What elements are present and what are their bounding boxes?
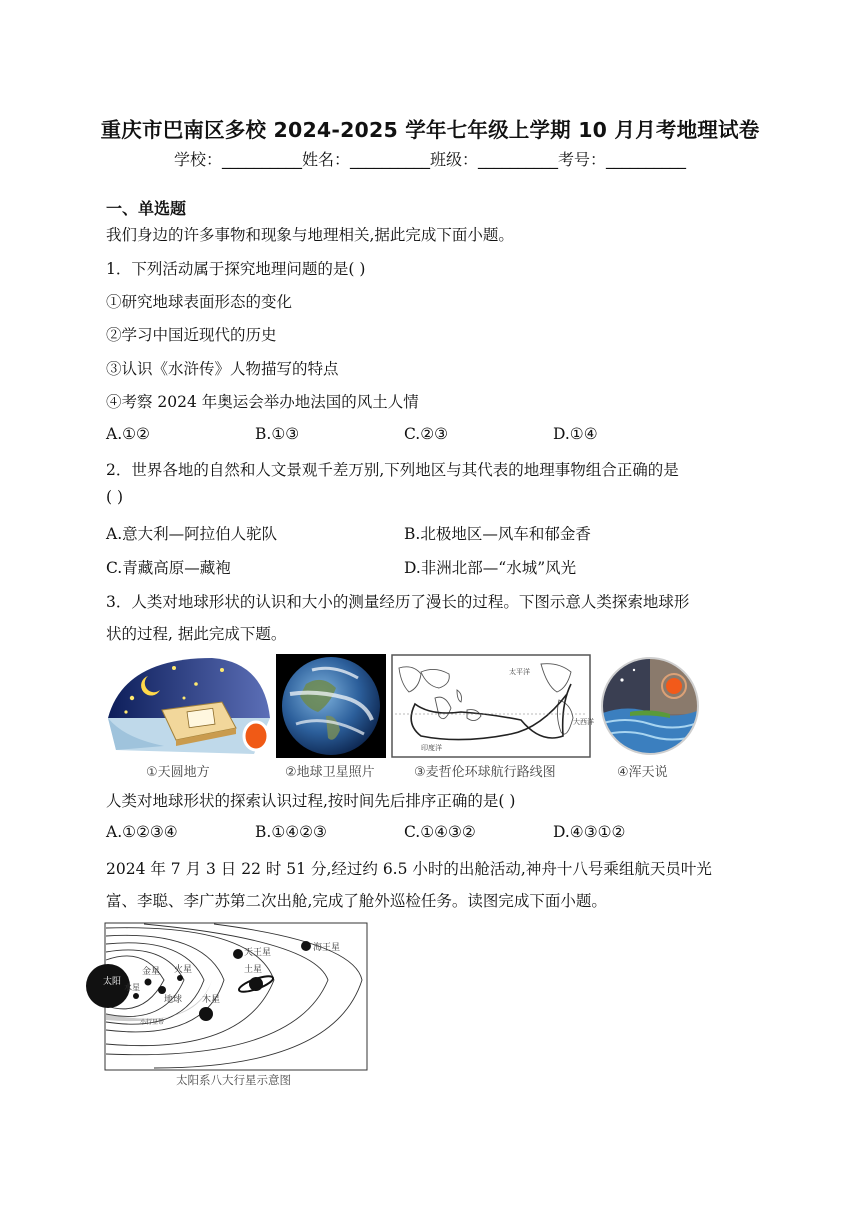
label-venus: 金星 xyxy=(142,967,161,977)
q1-item-2: ②学习中国近现代的历史 xyxy=(106,326,277,344)
solar-system-figure xyxy=(104,922,368,1072)
q1-stem: 1．下列活动属于探究地理问题的是( ) xyxy=(106,260,366,278)
section-heading: 一、单选题 xyxy=(106,199,187,218)
tianyuandifang-figure xyxy=(104,654,272,758)
solar-figure-caption: 太阳系八大行星示意图 xyxy=(176,1073,291,1087)
q3-option-b: B.①④②③ xyxy=(255,823,327,841)
map-label-pacific: 太平洋 xyxy=(509,668,530,676)
q3-sub-stem: 人类对地球形状的探索认识过程,按时间先后排序正确的是( ) xyxy=(106,792,516,810)
q3-option-d: D.④③①② xyxy=(553,823,626,841)
label-jupiter: 木星 xyxy=(202,995,221,1005)
q1-item-1: ①研究地球表面形态的变化 xyxy=(106,293,293,311)
q2-option-a: A.意大利—阿拉伯人驼队 xyxy=(106,525,278,543)
huntianshuo-figure xyxy=(600,654,700,758)
q3-stem-line1: 3．人类对地球形状的认识和大小的测量经历了漫长的过程。下图示意人类探索地球形 xyxy=(106,593,690,611)
label-saturn: 土星 xyxy=(244,965,263,975)
q2-stem-line2: ( ) xyxy=(106,488,124,506)
intro2-line2: 富、李聪、李广苏第二次出舱,完成了舱外巡检任务。读图完成下面小题。 xyxy=(106,892,607,910)
q3-option-a: A.①②③④ xyxy=(106,823,178,841)
q1-item-4: ④考察 2024 年奥运会举办地法国的风土人情 xyxy=(106,393,419,411)
q2-option-c: C.青藏高原—藏袍 xyxy=(106,559,231,577)
q1-option-c: C.②③ xyxy=(404,425,449,443)
q2-option-b: B.北极地区—风车和郁金香 xyxy=(404,525,591,543)
label-neptune: 海王星 xyxy=(313,943,341,953)
magellan-route-map xyxy=(391,654,594,758)
label-mars: 火星 xyxy=(174,965,193,975)
q3-stem-line2: 状的过程, 据此完成下题。 xyxy=(106,625,287,643)
exam-title: 重庆市巴南区多校 2024-2025 学年七年级上学期 10 月月考地理试卷 xyxy=(100,118,760,142)
q1-option-d: D.①④ xyxy=(553,425,598,443)
label-asteroid-belt: 小行星带 xyxy=(140,1019,165,1026)
student-info-line: 学校：__________姓名：__________班级：__________考号：__________ xyxy=(173,150,686,169)
q3-option-c: C.①④③② xyxy=(404,823,476,841)
label-sun: 太阳 xyxy=(103,977,122,987)
map-label-atlantic: 大西洋 xyxy=(573,718,594,726)
earth-satellite-photo xyxy=(276,654,386,758)
intro-text: 我们身边的许多事物和现象与地理相关,据此完成下面小题。 xyxy=(106,226,514,244)
figure-caption-4: ④浑天说 xyxy=(617,765,668,780)
figure-caption-2: ②地球卫星照片 xyxy=(285,765,375,780)
label-mercury: 水星 xyxy=(124,983,140,992)
label-earth: 地球 xyxy=(164,995,183,1005)
q2-stem-line1: 2．世界各地的自然和人文景观千差万别,下列地区与其代表的地理事物组合正确的是 xyxy=(106,461,679,479)
q2-option-d: D.非洲北部—“水城”风光 xyxy=(404,559,577,577)
figure-caption-1: ①天圆地方 xyxy=(146,765,210,780)
intro2-line1: 2024 年 7 月 3 日 22 时 51 分,经过约 6.5 小时的出舱活动,神舟十八号乘组航天员叶光 xyxy=(106,860,712,878)
q1-item-3: ③认识《水浒传》人物描写的特点 xyxy=(106,360,339,378)
q1-option-b: B.①③ xyxy=(255,425,300,443)
label-uranus: 天王星 xyxy=(244,948,272,958)
figure-caption-3: ③麦哲伦环球航行路线图 xyxy=(414,765,556,780)
map-label-indian: 印度洋 xyxy=(421,744,442,752)
q1-option-a: A.①② xyxy=(106,425,150,443)
